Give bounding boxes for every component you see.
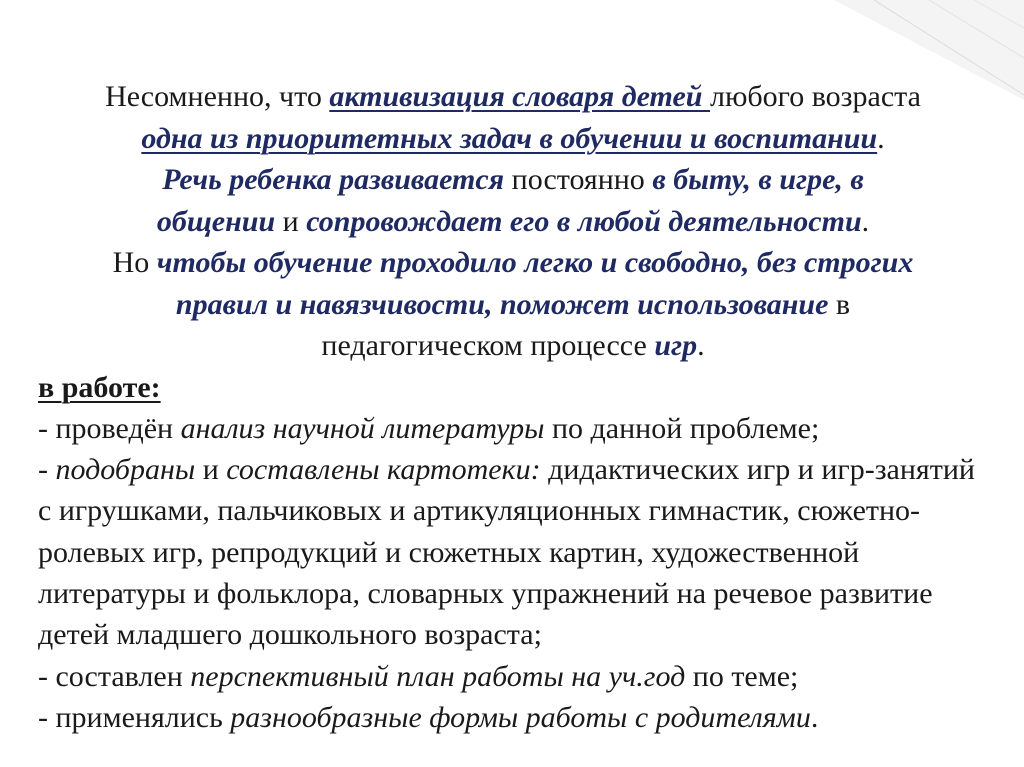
text-run: Несомненно, что bbox=[105, 80, 330, 113]
text-run: . bbox=[810, 700, 819, 734]
text-run: в bbox=[828, 287, 851, 321]
highlight: общении bbox=[156, 204, 276, 238]
intro-line bbox=[38, 201, 988, 243]
intro-line bbox=[38, 159, 988, 201]
text-run: - составлен bbox=[38, 659, 191, 693]
italic-run: разнообразные формы работы с родителями bbox=[230, 700, 811, 734]
highlight: Речь ребенка развивается bbox=[162, 163, 505, 196]
intro-line bbox=[38, 76, 988, 118]
italic-run: подобраны bbox=[55, 453, 196, 487]
intro-line bbox=[38, 242, 988, 284]
highlight: чтобы обучение проходило легко и свободно, без строгих bbox=[156, 246, 914, 279]
text-run: - bbox=[38, 453, 56, 487]
highlight: правил и навязчивости, поможет использование bbox=[175, 287, 829, 321]
italic-run: составлены картотеки: bbox=[226, 453, 541, 487]
text-run: дидактических игр и игр-занятий с игрушками, пальчиковых и артикуляционных гимнастик, сюжетно-ролевых игр, репродукций и сюжетных картин, художественной литературы и фольклора, словарных упражнений на речевое развитие детей младшего дошкольного возраста; bbox=[38, 453, 975, 652]
italic-run: перспективный план работы на уч.год bbox=[190, 659, 686, 693]
work-item bbox=[38, 656, 988, 697]
italic-run: анализ научной литературы bbox=[180, 411, 545, 445]
text-run: - проведён bbox=[38, 411, 181, 445]
work-section bbox=[38, 367, 988, 739]
work-item bbox=[38, 449, 988, 655]
highlight: сопровождает его в любой деятельности bbox=[306, 204, 862, 238]
text-run: постоянно bbox=[504, 163, 653, 196]
work-heading: в работе: bbox=[38, 370, 161, 404]
highlight: в быту, в игре, в bbox=[652, 163, 864, 196]
text-run: - применялись bbox=[38, 700, 231, 734]
text-run: и bbox=[195, 453, 227, 487]
text-run: и bbox=[275, 204, 307, 238]
slide-content bbox=[38, 76, 988, 738]
intro-paragraph bbox=[38, 76, 988, 367]
intro-line bbox=[38, 118, 988, 160]
text-run: . bbox=[861, 204, 870, 238]
highlight-underlined: активизация словаря детей bbox=[329, 80, 710, 113]
text-run: . bbox=[877, 121, 885, 155]
text-run: по теме; bbox=[685, 659, 799, 693]
text-run: . bbox=[697, 329, 705, 362]
intro-line bbox=[38, 284, 988, 326]
work-item bbox=[38, 697, 988, 738]
intro-line bbox=[38, 325, 988, 367]
text-run: педагогическом процессе bbox=[321, 329, 655, 362]
work-item bbox=[38, 408, 988, 449]
text-run: по данной проблеме; bbox=[544, 411, 820, 445]
highlight: игр bbox=[654, 329, 698, 362]
text-run: Но bbox=[112, 246, 157, 279]
highlight-underlined: одна из приоритетных задач в обучении и воспитании bbox=[141, 121, 878, 155]
text-run: любого возраста bbox=[709, 80, 921, 113]
